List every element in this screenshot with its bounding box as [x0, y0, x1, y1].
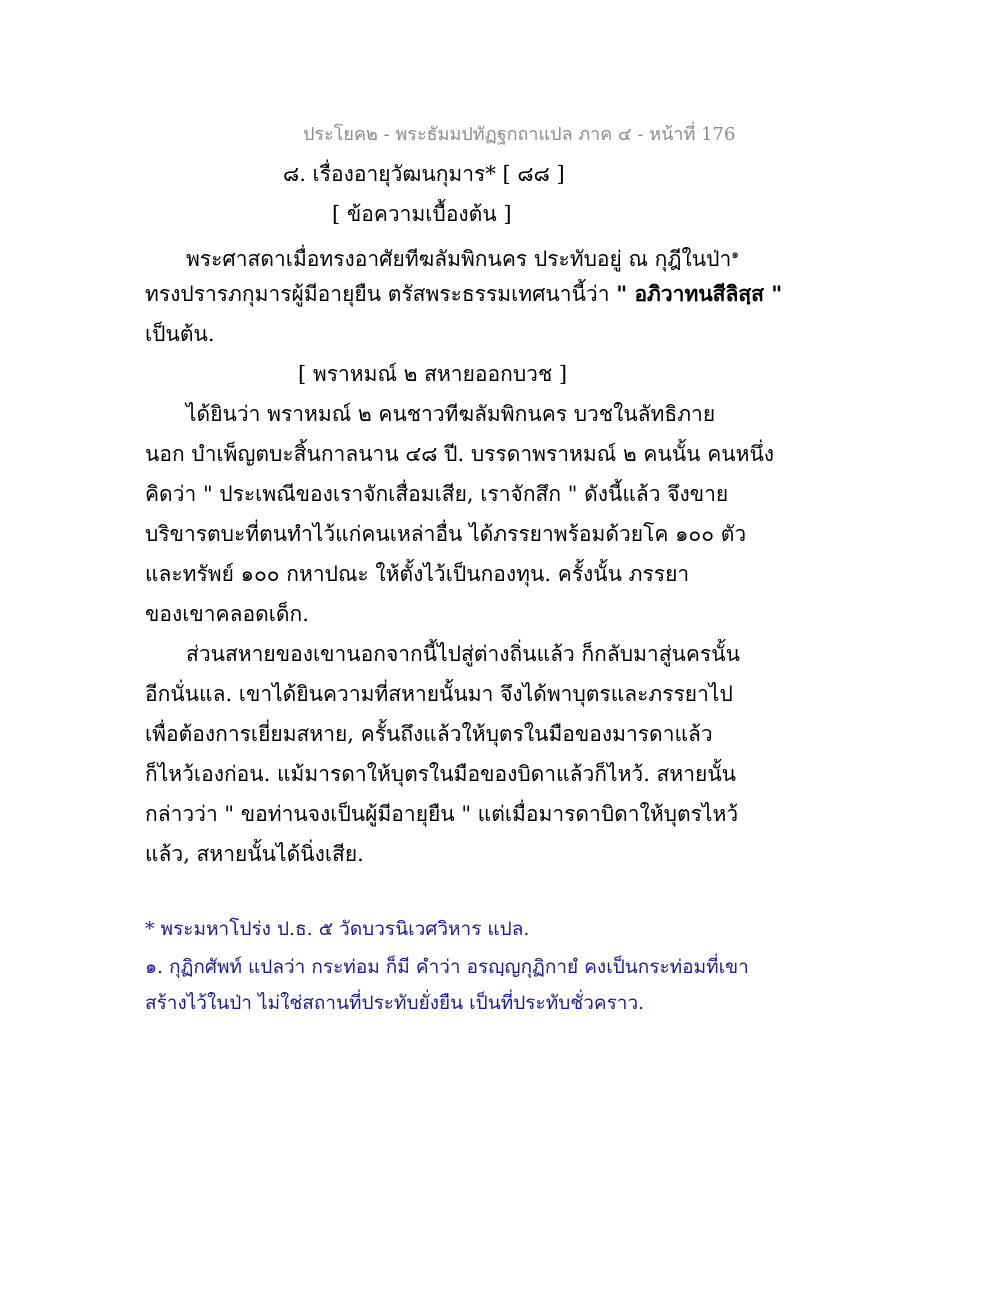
para2-line-6: แล้ว, สหายนั้นได้นิ่งเสีย.: [145, 842, 364, 866]
para1-line-2: นอก บำเพ็ญตบะสิ้นกาลนาน ๔๘ ปี. บรรดาพราหมณ์ ๒ คนนั้น คนหนึ่ง: [145, 442, 775, 466]
para1-line-5: และทรัพย์ ๑๐๐ กหาปณะ ให้ตั้งไว้เป็นกองทุน. ครั้งนั้น ภรรยา: [145, 562, 690, 586]
section-heading-brahmins: [ พราหมณ์ ๒ สหายออกบวช ]: [298, 362, 568, 386]
para2-line-5: กล่าวว่า " ขอท่านจงเป็นผู้มีอายุยืน " แต่เมื่อมารดาบิดาให้บุตรไหว้: [145, 802, 739, 826]
intro-line-2: [145, 280, 782, 308]
para1-line-1: ได้ยินว่า พราหมณ์ ๒ คนชาวทีฆลัมพิกนคร บวชในลัทธิภาย: [186, 402, 716, 426]
para1-line-3: คิดว่า " ประเพณีของเราจักเสื่อมเสีย, เราจักสึก " ดังนี้แล้ว จึงขาย: [145, 482, 729, 506]
para1-line-6: ของเขาคลอดเด็ก.: [145, 602, 309, 626]
intro-line-1-text: พระศาสดาเมื่อทรงอาศัยทีฆลัมพิกนคร ประทับอยู่ ณ กุฎีในป่า: [186, 247, 732, 271]
intro-line-2-text: ทรงปรารภกุมารผู้มีอายุยืน ตรัสพระธรรมเทศนานี้ว่า: [145, 282, 617, 306]
para2-line-3: เพื่อต้องการเยี่ยมสหาย, ครั้นถึงแล้วให้บุตรในมือของมารดาแล้ว: [145, 722, 713, 746]
story-title: ๘. เรื่องอายุวัฒนกุมาร* [ ๘๘ ]: [283, 162, 565, 186]
intro-line-1: [186, 240, 739, 273]
section-heading-intro: [ ข้อความเบื้องต้น ]: [332, 202, 512, 226]
intro-line-3: เป็นต้น.: [145, 322, 215, 346]
footnote-1-line-1: ๑. กุฏิกศัพท์ แปลว่า กระท่อม ก็มี คำว่า อรญฺญกุฏิกายํ คงเป็นกระท่อมที่เขา: [145, 956, 749, 978]
para1-line-4: บริขารตบะที่ตนทำไว้แก่คนเหล่าอื่น ได้ภรรยาพร้อมด้วยโค ๑๐๐ ตัว: [145, 522, 747, 546]
para2-line-2: อีกนั่นแล. เขาได้ยินความที่สหายนั้นมา จึงได้พาบุตรและภรรยาไป: [145, 682, 733, 706]
para2-line-1: ส่วนสหายของเขานอกจากนี้ไปสู่ต่างถิ่นแล้ว ก็กลับมาสู่นครนั้น: [186, 642, 740, 666]
running-header: ประโยค๒ - พระธัมมปทัฏฐกถาแปล ภาค ๔ - หน้าที่ 176: [303, 124, 736, 145]
footnote-ref-1: ๑: [731, 247, 739, 261]
para2-line-4: ก็ไหว้เองก่อน. แม้มารดาให้บุตรในมือของบิดาแล้วก็ไหว้. สหายนั้น: [145, 762, 737, 786]
footnote-1-line-2: สร้างไว้ในป่า ไม่ใช่สถานที่ประทับยั่งยืน เป็นที่ประทับชั่วคราว.: [145, 992, 645, 1014]
pali-quote: " อภิวาทนสีลิสฺส ": [616, 281, 783, 306]
footnote-translator: * พระมหาโปร่ง ป.ธ. ๕ วัดบวรนิเวศวิหาร แปล.: [145, 918, 530, 940]
